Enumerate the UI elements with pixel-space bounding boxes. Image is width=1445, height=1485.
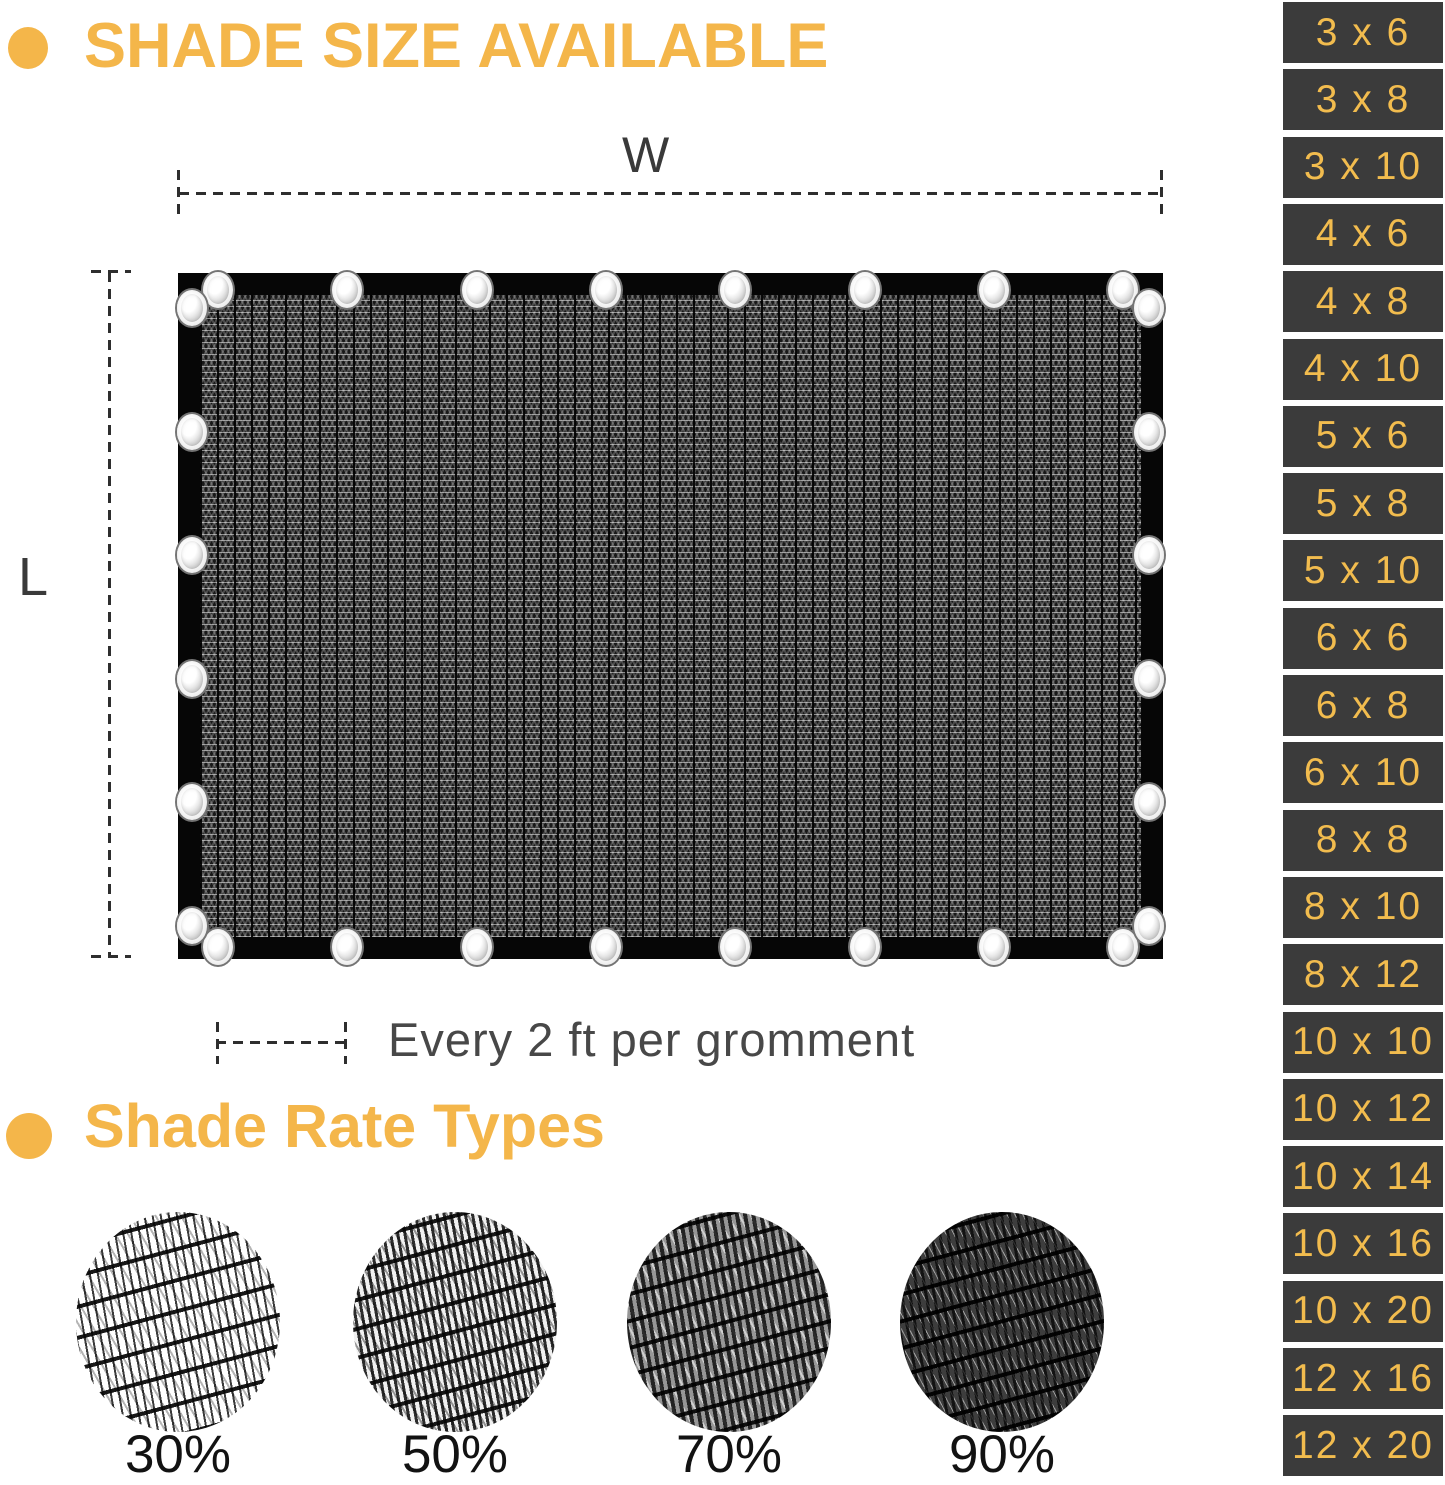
grommet: [332, 929, 362, 965]
grommet: [720, 272, 750, 308]
size-option: 6 x 10: [1283, 742, 1443, 803]
width-dimension-line: [179, 192, 1163, 195]
size-option: 10 x 10: [1283, 1012, 1443, 1073]
size-option: 10 x 14: [1283, 1146, 1443, 1207]
grommet: [1134, 537, 1164, 573]
size-option: 8 x 12: [1283, 944, 1443, 1005]
width-dimension-tick-right: [1160, 170, 1163, 216]
shade-rate-label: 50%: [401, 1425, 509, 1484]
width-dimension-tick-left: [177, 170, 180, 216]
bullet-icon: [6, 1113, 52, 1159]
shade-rate-swatch: [900, 1212, 1104, 1432]
size-option: 3 x 6: [1283, 2, 1443, 63]
grommet: [591, 272, 621, 308]
size-option: 4 x 10: [1283, 339, 1443, 400]
size-option: 10 x 16: [1283, 1213, 1443, 1274]
grommet: [1134, 784, 1164, 820]
length-dimension-label: L: [18, 547, 49, 607]
bullet-icon: [8, 27, 48, 69]
size-option: 12 x 20: [1283, 1415, 1443, 1476]
size-option: 5 x 6: [1283, 406, 1443, 467]
shade-rate-swatch: [76, 1212, 280, 1432]
length-dimension-line: [108, 272, 111, 957]
grommet: [1108, 929, 1138, 965]
width-dimension-label: W: [622, 127, 670, 183]
section-title-sizes: SHADE SIZE AVAILABLE: [84, 11, 829, 81]
size-option: 4 x 8: [1283, 271, 1443, 332]
grommet: [850, 272, 880, 308]
shade-rate-label: 70%: [675, 1425, 783, 1484]
length-dimension-tick-bottom: [91, 955, 131, 958]
grommet: [1134, 661, 1164, 697]
grommet: [720, 929, 750, 965]
grommet-spacing-note: Every 2 ft per gromment: [388, 1013, 916, 1066]
shade-rate-swatch: [627, 1212, 831, 1432]
grommet: [203, 929, 233, 965]
shade-net: [178, 273, 1163, 959]
size-option: 4 x 6: [1283, 204, 1443, 265]
grommet: [1134, 908, 1164, 944]
grommet: [1134, 414, 1164, 450]
shade-rate-label: 30%: [124, 1425, 232, 1484]
section-title-rates: Shade Rate Types: [84, 1092, 605, 1160]
grommet: [591, 929, 621, 965]
grommet: [462, 929, 492, 965]
grommet: [462, 272, 492, 308]
grommet-spacing-bracket: [216, 1041, 347, 1044]
grommet: [850, 929, 880, 965]
grommet: [177, 661, 207, 697]
grommet: [177, 908, 207, 944]
size-option: 10 x 12: [1283, 1079, 1443, 1140]
grommet: [177, 414, 207, 450]
shade-rate-label: 90%: [948, 1425, 1056, 1484]
size-option: 8 x 8: [1283, 810, 1443, 871]
size-option: 5 x 10: [1283, 540, 1443, 601]
size-option: 12 x 16: [1283, 1348, 1443, 1409]
size-option: 5 x 8: [1283, 473, 1443, 534]
size-option: 8 x 10: [1283, 877, 1443, 938]
shade-net-mesh: [200, 295, 1141, 937]
grommet: [203, 272, 233, 308]
size-option: 10 x 20: [1283, 1281, 1443, 1342]
size-option: 6 x 6: [1283, 608, 1443, 669]
size-option: 6 x 8: [1283, 675, 1443, 736]
size-option: 3 x 10: [1283, 137, 1443, 198]
grommet: [177, 537, 207, 573]
size-option: 3 x 8: [1283, 69, 1443, 130]
grommet: [177, 290, 207, 326]
grommet: [1134, 290, 1164, 326]
grommet: [979, 272, 1009, 308]
grommet: [979, 929, 1009, 965]
length-dimension-tick-top: [91, 270, 131, 273]
shade-rate-swatch: [353, 1212, 557, 1432]
